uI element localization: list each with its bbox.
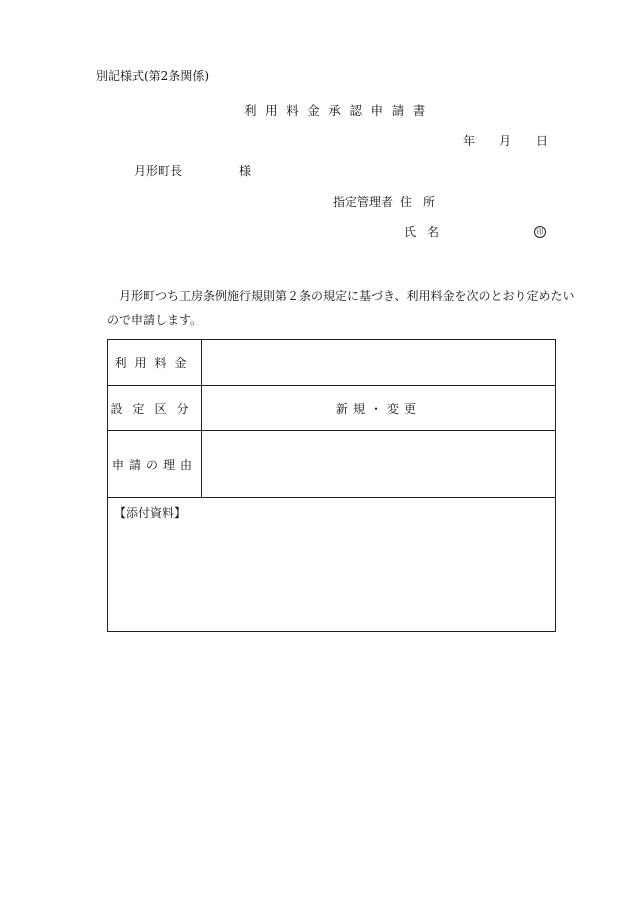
table-row-reason <box>108 431 555 498</box>
form-reference: 別記様式(第2条関係) <box>96 69 209 83</box>
application-table <box>107 339 556 632</box>
date-month-label: 月 <box>499 134 512 148</box>
addressee-honorific: 様 <box>239 164 252 178</box>
table-row-fee <box>108 340 555 386</box>
name-label: 氏名 <box>404 225 451 239</box>
table-row-type <box>108 386 555 431</box>
applicant-role: 指定管理者 <box>333 195 394 209</box>
seal-mark: 印 <box>534 226 546 238</box>
type-value[interactable]: 新規・変更 <box>335 401 421 416</box>
addressee-name: 月形町長 <box>134 164 183 178</box>
type-label: 設定区分 <box>108 386 202 430</box>
address-label: 住所 <box>400 195 447 209</box>
document-title: 利用料金承認申請書 <box>244 103 434 118</box>
date-day-label: 日 <box>536 134 549 148</box>
fee-value-cell[interactable] <box>202 340 555 385</box>
reason-value-cell[interactable] <box>202 431 555 497</box>
date-year-label: 年 <box>463 134 476 148</box>
fee-label: 利用料金 <box>108 340 202 385</box>
attachments-label: 【添付資料】 <box>114 506 187 520</box>
reason-label: 申請の理由 <box>108 431 202 497</box>
request-body-text: 月形町つち工房条例施行規則第２条の規定に基づき、利用料金を次のとおり定めたいので申請します。 <box>107 289 575 327</box>
